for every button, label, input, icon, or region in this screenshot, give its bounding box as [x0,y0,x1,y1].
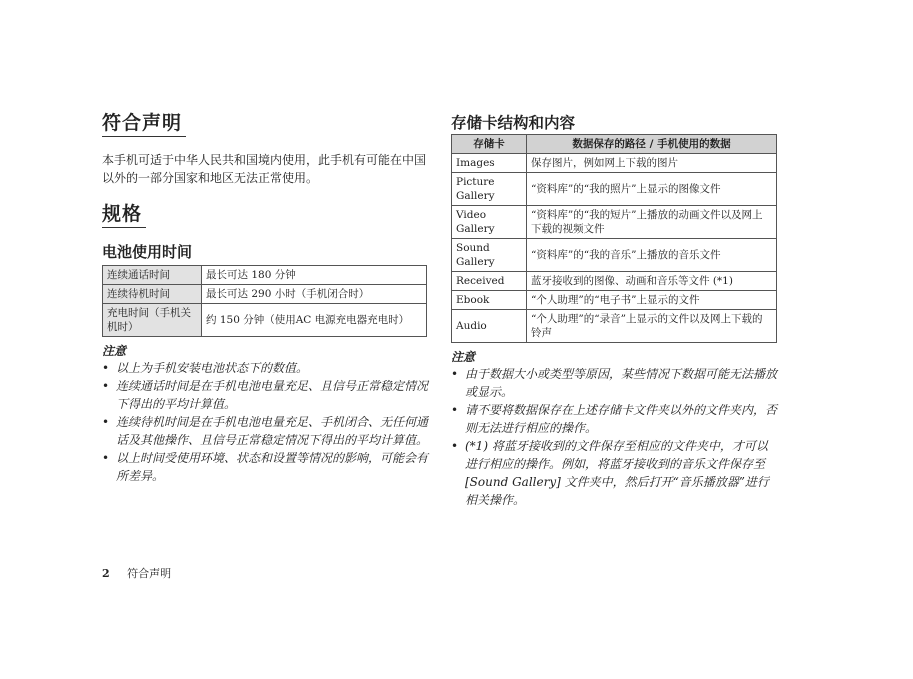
bullet-icon: • [451,403,459,417]
folder-desc: “个人助理”的“电子书”上显示的文件 [527,291,777,310]
folder-desc: “资料库”的“我的音乐”上播放的音乐文件 [527,239,777,272]
memory-card-notes [451,365,777,509]
column-header: 存储卡 [452,135,527,154]
battery-value: 最长可达 180 分钟 [202,266,427,285]
table-row [452,272,777,291]
bullet-icon: • [102,451,110,465]
bullet-icon: • [102,361,110,375]
folder-desc: “个人助理”的“录音”上显示的文件以及网上下载的铃声 [527,310,777,343]
battery-label: 连续待机时间 [103,285,202,304]
bullet-icon: • [451,367,459,381]
table-row [103,266,427,285]
folder-desc: “资料库”的“我的短片”上播放的动画文件以及网上下载的视频文件 [527,206,777,239]
table-row [452,239,777,272]
right-column [451,113,777,509]
table-row [452,173,777,206]
memory-card-heading: 存储卡结构和内容 [451,114,576,132]
memory-card-table [451,134,777,343]
folder-desc: 保存图片，例如网上下载的图片 [527,154,777,173]
battery-notes [102,359,430,485]
battery-label: 充电时间（手机关机时） [103,304,202,337]
compliance-text: 本手机可适于中华人民共和国境内使用，此手机有可能在中国以外的一部分国家和地区无法正常使用。 [102,153,427,185]
folder-name: Ebook [452,291,527,310]
page-number: 2 [102,567,110,580]
battery-table [102,265,427,337]
compliance-heading: 符合声明 [102,110,186,137]
bullet-icon: • [451,439,459,453]
folder-name: Images [452,154,527,173]
list-item: • 由于数据大小或类型等原因，某些情况下数据可能无法播放或显示。 [451,367,778,399]
table-row [103,304,427,337]
footer-section: 符合声明 [127,567,172,580]
table-row [452,310,777,343]
battery-value: 最长可达 290 小时（手机闭合时） [202,285,427,304]
table-row [103,285,427,304]
list-item: • 以上为手机安装电池状态下的数值。 [102,361,309,375]
list-item: • 请不要将数据保存在上述存储卡文件夹以外的文件夹内，否则无法进行相应的操作。 [451,403,778,435]
left-column [102,110,430,485]
folder-name: Sound Gallery [452,239,527,272]
table-row [452,206,777,239]
list-item: • 连续待机时间是在手机电池电量充足、手机闭合、无任何通话及其他操作、且信号正常稳定情况下得出的平均计算值。 [102,415,429,447]
battery-value: 约 150 分钟（使用AC 电源充电器充电时） [202,304,427,337]
folder-name: Picture Gallery [452,173,527,206]
table-header-row [452,135,777,154]
list-item: • 以上时间受使用环境、状态和设置等情况的影响，可能会有所差异。 [102,451,429,483]
folder-name: Video Gallery [452,206,527,239]
table-row [452,154,777,173]
list-item: • (*1) 将蓝牙接收到的文件保存至相应的文件夹中，才可以进行相应的操作。例如，将蓝牙接收到的音乐文件保存至[Sound Gallery] 文件夹中，然后打开“音乐播放器”进行相关操作。 [451,439,769,507]
bullet-icon: • [102,415,110,429]
list-item: • 连续通话时间是在手机电池电量充足、且信号正常稳定情况下得出的平均计算值。 [102,379,429,411]
table-row [452,291,777,310]
folder-desc: “资料库”的“我的照片”上显示的图像文件 [527,173,777,206]
folder-name: Received [452,272,527,291]
note-title: 注意 [451,350,476,364]
battery-heading: 电池使用时间 [102,243,193,261]
page-footer [102,565,171,581]
bullet-icon: • [102,379,110,393]
note-title: 注意 [102,344,127,358]
specs-heading: 规格 [102,201,146,228]
battery-label: 连续通话时间 [103,266,202,285]
folder-name: Audio [452,310,527,343]
folder-desc: 蓝牙接收到的图像、动画和音乐等文件 (*1) [527,272,777,291]
column-header: 数据保存的路径 / 手机使用的数据 [527,135,777,154]
